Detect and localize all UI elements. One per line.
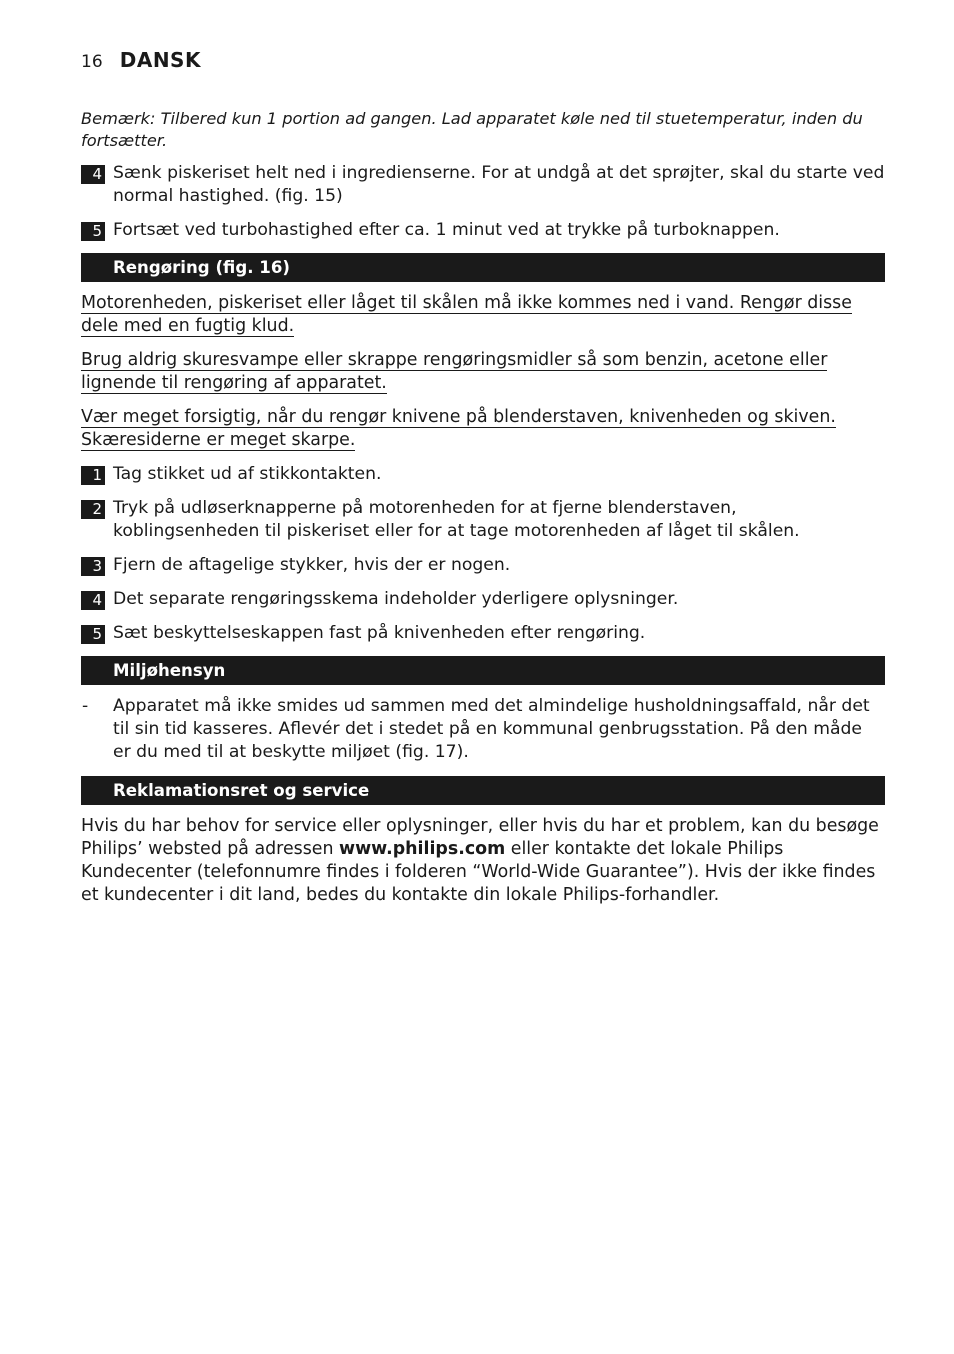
step-text: Sænk piskeriset helt ned i ingredienserne. For at undgå at det sprøjter, skal du starte ved normal hastighed. (fig. 15): [113, 163, 885, 206]
service-text-after: eller kontakte det lokale Philips Kundecenter (telefonnumre findes i folderen “World-Wide Guarantee”). Hvis der ikke findes et kundecenter i dit land, bedes du kontakte din lokale Philips-forhandler.: [81, 839, 876, 905]
dash-bullet: -: [82, 696, 89, 716]
language-label: DANSK: [119, 48, 201, 72]
warning-text: [81, 292, 885, 338]
step-number: 4: [81, 591, 105, 610]
website-link[interactable]: www.philips.com: [339, 839, 506, 859]
warning-underlined: Vær meget forsigtig, når du rengør knivene på blenderstaven, knivenheden og skiven. Skæresiderne er meget skarpe.: [81, 407, 836, 450]
section-heading-environment: Miljøhensyn: [81, 656, 885, 685]
step-number: 2: [81, 500, 105, 519]
step-number: 5: [81, 222, 105, 241]
step-text: Tryk på udløserknapperne på motorenheden for at fjerne blenderstaven, koblingsenheden til piskeriset eller for at tage motorenheden af låget til skålen.: [113, 498, 800, 541]
step-text: Sæt beskyttelseskappen fast på knivenheden efter rengøring.: [113, 623, 646, 643]
step-item: [81, 219, 885, 242]
step-item: [81, 588, 885, 611]
step-item: [81, 463, 885, 486]
step-text: Fortsæt ved turbohastighed efter ca. 1 minut ved at trykke på turboknappen.: [113, 220, 780, 240]
step-item: [81, 497, 885, 543]
warning-text: [81, 406, 885, 452]
service-text-before: Hvis du har behov for service eller oplysninger, eller hvis du har et problem, kan du besøge Philips’ websted på adressen: [81, 816, 879, 859]
page-header: [81, 48, 201, 72]
warning-underlined: Motorenheden, piskeriset eller låget til skålen må ikke kommes ned i vand. Rengør disse dele med en fugtig klud.: [81, 293, 852, 336]
step-item: [81, 162, 885, 208]
warning-text: [81, 349, 885, 395]
step-number: 3: [81, 557, 105, 576]
dash-item-text: Apparatet må ikke smides ud sammen med det almindelige husholdningsaffald, når det til sin tid kasseres. Aflevér det i stedet på en kommunal genbrugsstation. På den måde er du med til at beskytte miljøet (fig. 17).: [113, 696, 870, 762]
step-text: Det separate rengøringsskema indeholder yderligere oplysninger.: [113, 589, 679, 609]
warning-underlined: Brug aldrig skuresvampe eller skrappe rengøringsmidler så som benzin, acetone eller lignende til rengøring af apparatet.: [81, 350, 828, 393]
note-text: Bemærk: Tilbered kun 1 portion ad gangen. Lad apparatet køle ned til stuetemperatur, inden du fortsætter.: [81, 109, 863, 150]
step-item: [81, 622, 885, 645]
step-number: 5: [81, 625, 105, 644]
page-number: 16: [81, 52, 103, 72]
section-heading-service: Reklamationsret og service: [81, 776, 885, 805]
step-item: [81, 554, 885, 577]
step-text: Fjern de aftagelige stykker, hvis der er nogen.: [113, 555, 511, 575]
service-paragraph: [81, 815, 885, 907]
page-content: [81, 108, 885, 918]
step-text: Tag stikket ud af stikkontakten.: [113, 464, 382, 484]
dash-list-item: [81, 695, 885, 764]
step-number: 4: [81, 165, 105, 184]
section-heading-cleaning: Rengøring (fig. 16): [81, 253, 885, 282]
step-number: 1: [81, 466, 105, 485]
